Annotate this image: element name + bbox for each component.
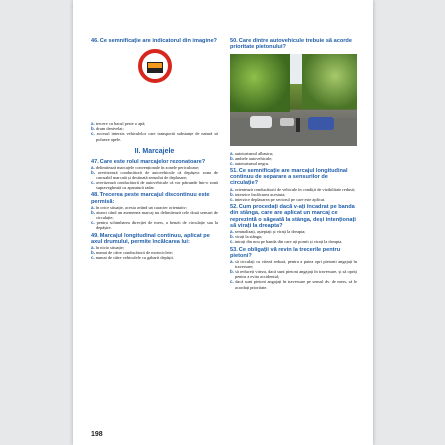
answer-c: c. autoturismul negru. bbox=[230, 160, 270, 166]
question-number: 51. bbox=[230, 167, 238, 174]
question-number: 46. bbox=[91, 38, 99, 44]
question-46 bbox=[91, 38, 218, 142]
answer-a: a. să circulați cu viteză redusă, pentru a putea opri pietonii angajați în traversare; bbox=[230, 259, 357, 270]
answer-b: b. numai de către conducătorii de motociclete; bbox=[91, 250, 173, 256]
question-text: Ce semnificație are indicatorul din imagine? bbox=[99, 38, 217, 44]
question-text: Trecerea peste marcajul discontinuu este permisă: bbox=[91, 192, 210, 205]
section-title: II. Marcajele bbox=[134, 147, 175, 155]
answer-a: a. semnalizați, așteptați și virați la dreapta; bbox=[230, 229, 306, 235]
question-text: Care dintre autovehicule trebuie să acorde prioritate pietonului? bbox=[230, 38, 352, 51]
question-text: Ce obligații vă revin la trecerile pentru pietoni? bbox=[230, 246, 341, 259]
page-number: 198 bbox=[91, 431, 103, 438]
answer-c: c. intrați din nou pe banda din care ați pornit și virați la dreapta. bbox=[230, 239, 343, 245]
answer-b: b. drum denivelat; bbox=[91, 126, 124, 132]
answer-a: a. în nicio situație; bbox=[91, 245, 125, 251]
question-text: Cum procedați dacă v-ați încadrat pe banda din stânga, care are aplicat un marcaj ce reprezintă o săgeată la stânga, deși intenționați să virați la dreapta? bbox=[230, 204, 356, 229]
question-text: Ce semnificație are marcajul longitudinal continuu de separare a sensurilor de circulație? bbox=[230, 167, 348, 187]
answer-c: c. avertizează conducătorii de autovehicule că vor pătrunde într-o zonă supravegheată cu aparatură radar. bbox=[91, 180, 218, 191]
answer-b: b. avertizează conducătorii de autovehicule că depășesc zona de carosabil marcată și destinată sensului de deplasare; bbox=[91, 170, 219, 181]
question-52 bbox=[230, 204, 357, 244]
answer-a: a. orientează conducătorii de vehicule în condiții de vizibilitate redusă; bbox=[230, 186, 355, 192]
no-polluting-vehicles-sign-icon bbox=[138, 49, 172, 83]
answer-c: c. interzice deplasarea pe sectorul pe care este aplicat. bbox=[230, 196, 326, 202]
answer-c: c. accesul interzis vehiculelor care transportă substanțe de natură să polueze apele. bbox=[91, 131, 218, 142]
answer-c: c. numai de către vehiculele cu gabarit depășit. bbox=[91, 255, 174, 261]
answer-b: b. să reduceți viteza, dacă sunt pietoni angajați în traversare, și să opriți pentru a evita accidentul; bbox=[230, 269, 357, 280]
question-number: 48. bbox=[91, 192, 99, 199]
question-51 bbox=[230, 168, 357, 202]
question-number: 53. bbox=[230, 246, 238, 253]
question-number: 50. bbox=[230, 38, 238, 44]
answer-b: b. interzice încălcarea acestuia; bbox=[230, 191, 286, 197]
question-text: Marcajul longitudinal continuu, aplicat pe axul drumului, permite încălcarea lui: bbox=[91, 232, 210, 245]
left-column bbox=[91, 38, 218, 262]
question-number: 47. bbox=[91, 158, 99, 165]
book-page bbox=[73, 0, 373, 445]
question-50 bbox=[230, 38, 357, 166]
question-text: Care este rolul marcajelor rezonatoare? bbox=[99, 158, 206, 165]
question-number: 52. bbox=[230, 204, 238, 211]
answer-b: b. ambele autovehicule; bbox=[230, 155, 273, 161]
question-number: 49. bbox=[91, 232, 99, 239]
answer-a: a. autoturismul albastru; bbox=[230, 150, 274, 156]
street-photo bbox=[230, 54, 357, 146]
question-49 bbox=[91, 233, 218, 261]
answer-a: a. în orice situație, acesta având un caracter orientativ; bbox=[91, 205, 187, 211]
answer-a: a. delimitează marcajele convenționale în zonele periculoase; bbox=[91, 164, 200, 170]
answer-b: b. atunci când un asemenea marcaj nu delimitează cele două sensuri de circulație; bbox=[91, 210, 218, 221]
question-47 bbox=[91, 159, 218, 191]
answer-b: b. virați la stânga; bbox=[230, 234, 263, 240]
right-column bbox=[230, 38, 357, 292]
answer-a: a. trecere cu bacul peste o apă; bbox=[91, 121, 146, 127]
answer-c: c. dacă sunt pietoni angajați în traversare pe sensul dv. de mers, să le acordați prioritate. bbox=[230, 279, 357, 290]
answer-c: c. pentru schimbarea direcției de mers, a benzii de circulație sau la depășire. bbox=[91, 220, 218, 231]
question-53 bbox=[230, 247, 357, 290]
question-48 bbox=[91, 192, 218, 230]
